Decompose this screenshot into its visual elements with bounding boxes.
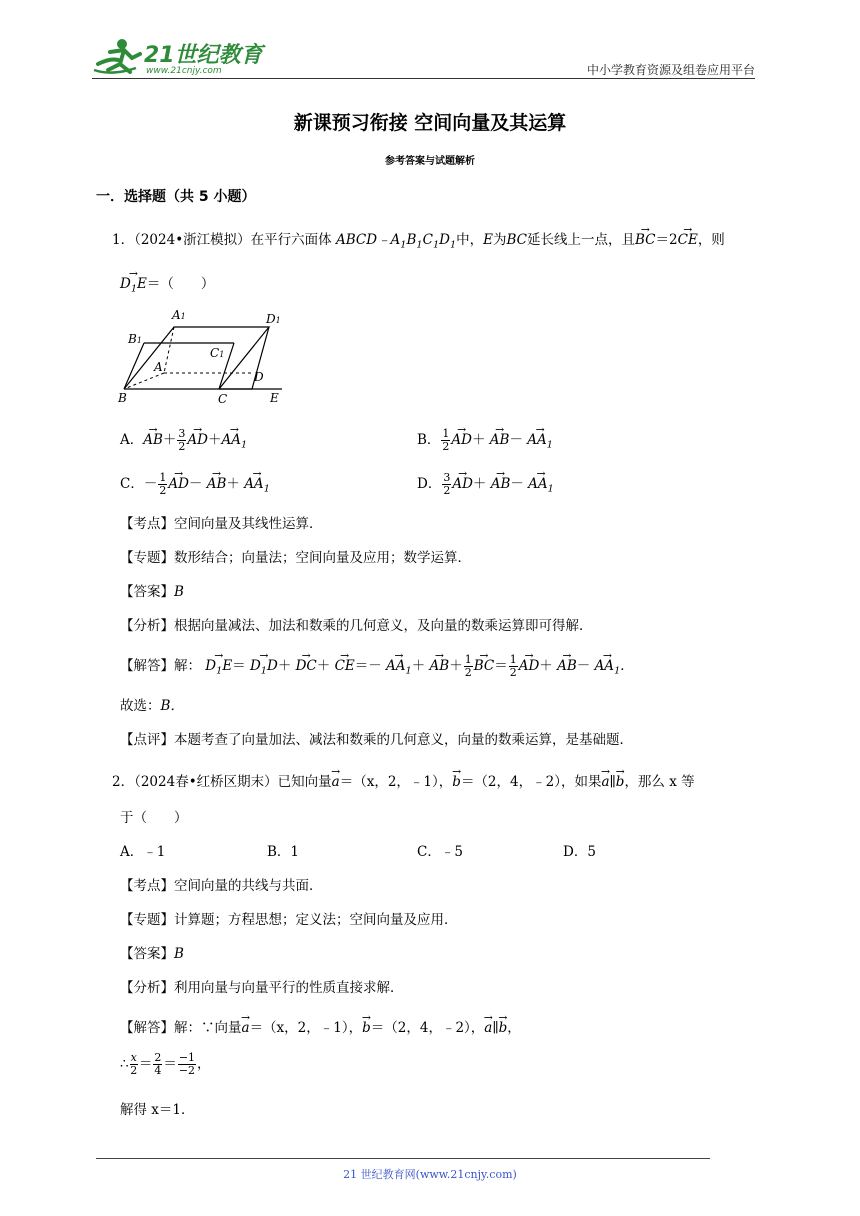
- q2-option-a[interactable]: A．﹣1: [120, 844, 166, 860]
- q2-result: 解得 x＝1．: [120, 1102, 195, 1118]
- q1-jieda: 【解答】解： → $D_1E= \to D_1D+ \to DC+ \to CE=- \to AA_1+ \to AB+$ $\frac{1}{2}$ → BC＝ $\frac{1}{2}$ → $AD+ \to AB- \to AA_1$．: [120, 654, 634, 679]
- footer-link[interactable]: 21 世纪教育网(www.21cnjy.com): [343, 1168, 517, 1181]
- parallelepiped-diagram: [114, 305, 294, 409]
- header-divider: [92, 78, 755, 79]
- label-b: B: [118, 391, 127, 405]
- page-subtitle: 参考答案与试题解析: [385, 156, 475, 167]
- site-logo: [92, 36, 262, 80]
- label-a1: A1: [172, 308, 186, 322]
- q2-answer: 【答案】B: [120, 946, 184, 962]
- q2-zhuanti: 【专题】计算题；方程思想；定义法；空间向量及应用．: [120, 912, 458, 928]
- q1-dianping: 【点评】本题考查了向量加法、减法和数乘的几何意义，向量的数乘运算，是基础题．: [120, 732, 633, 748]
- q1-stem-line2: → $D_1E=$（ ）: [120, 272, 214, 295]
- label-c: C: [218, 392, 228, 406]
- q1-source: （2024•浙江模拟）在平行六面体: [134, 232, 332, 248]
- q2-stem-line2: 于（ ）: [120, 810, 188, 826]
- label-a: A: [154, 360, 163, 374]
- label-d1: D1: [266, 312, 281, 326]
- q2-jieda: 【解答】解：∵向量→ a＝（x，2，﹣1），→ b＝（2，4，﹣2），→ a∥→ b，: [120, 1016, 521, 1036]
- q1-solid: $ABCD﹣A_1B_1C_1D_1$: [335, 232, 457, 251]
- q1-option-c[interactable]: C．－ $\frac{1}{2}$ → $AD- \to AB+ \to AA_1$: [120, 472, 270, 497]
- q1-option-d[interactable]: D． $\frac{3}{2}$ → $AD+ \to AB- \to AA_1$: [417, 472, 554, 497]
- q1-option-a[interactable]: A．→ AB＋ $\frac{3}{2}$ → $AD+\to AA_1$: [120, 428, 247, 453]
- footer-divider: [96, 1158, 710, 1159]
- q2-option-d[interactable]: D．5: [563, 844, 596, 860]
- q1-fenxi: 【分析】根据向量减法、加法和数乘的几何意义，及向量的数乘运算即可得解．: [120, 618, 593, 634]
- q1-number: 1．: [112, 232, 135, 248]
- q1-option-b[interactable]: B． $\frac{1}{2}$ → $AD+ \to AB- \to AA_1$: [417, 428, 553, 453]
- logo-text: 21世纪教育: [144, 43, 263, 68]
- q2-option-c[interactable]: C．﹣5: [417, 844, 463, 860]
- q2-stem: 2．（2024春•红桥区期末）已知向量→ a＝（x，2，﹣1），→ b＝（2，4，﹣2），如果→ a∥→ b，那么 x 等: [112, 770, 695, 790]
- page-title: 新课预习衔接 空间向量及其运算: [293, 112, 567, 134]
- q2-ratio: ∴ $\frac{x}{2}$ ＝ $\frac{2}{4}$ ＝ $\frac{-1}{-2}$ ，: [120, 1051, 211, 1077]
- q2-fenxi: 【分析】利用向量与向量平行的性质直接求解．: [120, 980, 404, 996]
- front-face-outline: [124, 327, 269, 389]
- platform-name: 中小学教育资源及组卷应用平台: [586, 63, 755, 77]
- q1-guxuan: 故选：B．: [120, 698, 184, 714]
- q2-kaodian: 【考点】空间向量的共线与共面．: [120, 878, 323, 894]
- q1-kaodian: 【考点】空间向量及其线性运算．: [120, 516, 323, 532]
- label-b1: B1: [128, 332, 142, 346]
- label-c1: C1: [210, 346, 225, 360]
- label-e: E: [270, 391, 279, 405]
- label-d: D: [254, 370, 264, 384]
- q2-option-b[interactable]: B．1: [267, 844, 300, 860]
- logo-url: www.21cnjy.com: [146, 66, 222, 76]
- q1-stem: 1．（2024•浙江模拟）在平行六面体 $ABCD﹣A_1B_1C_1D_1$中，E为BC延长线上一点，且→ BC＝2→ CE，则: [112, 228, 725, 251]
- q1-answer: 【答案】B: [120, 584, 184, 600]
- q1-zhuanti: 【专题】数形结合；向量法；空间向量及应用；数学运算．: [120, 550, 471, 566]
- section-heading: 一．选择题（共 5 小题）: [96, 189, 256, 205]
